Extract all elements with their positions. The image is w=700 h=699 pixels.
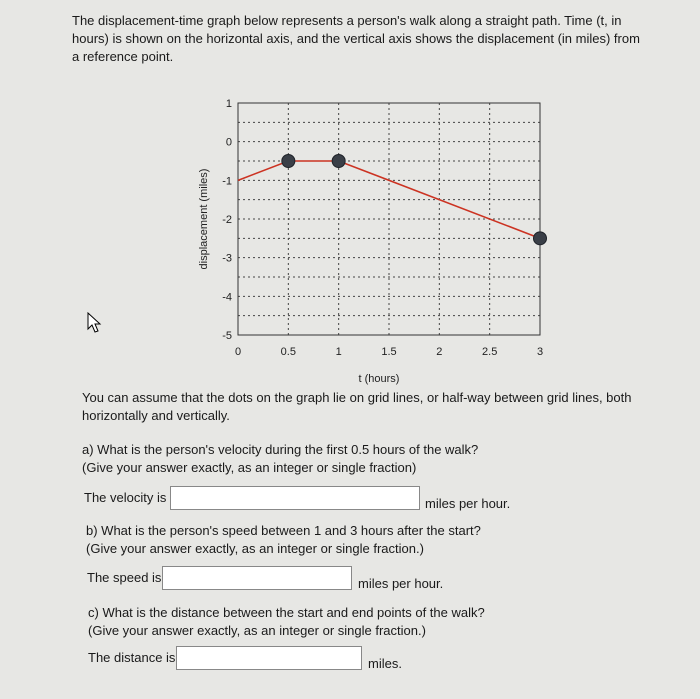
data-point	[332, 155, 345, 168]
question-b-line: (Give your answer exactly, as an integer or single fraction.)	[86, 541, 424, 556]
y-tick-label: -3	[222, 252, 232, 265]
distance-label: The distance is	[88, 650, 176, 665]
velocity-input[interactable]	[170, 486, 420, 510]
hint-line: horizontally and vertically.	[82, 408, 230, 423]
y-tick-label: 1	[225, 98, 232, 110]
x-tick-label: 1	[335, 346, 342, 358]
question-c-line: (Give your answer exactly, as an integer or single fraction.)	[88, 623, 426, 638]
hint-line: You can assume that the dots on the graph lie on grid lines, or half-way between grid lines, both	[82, 390, 632, 405]
data-point	[534, 232, 547, 245]
y-tick-label: -2	[222, 214, 232, 226]
distance-unit: miles.	[368, 656, 402, 671]
question-c	[88, 604, 648, 640]
x-tick-label: 0.5	[280, 346, 296, 358]
mouse-pointer-icon	[86, 312, 102, 334]
x-tick-label: 3	[536, 346, 544, 358]
question-a-line: a) What is the person's velocity during the first 0.5 hours of the walk?	[82, 442, 479, 457]
y-tick-label: -5	[222, 330, 232, 342]
speed-input[interactable]	[162, 566, 352, 590]
x-tick-label: 2	[436, 346, 443, 358]
x-tick-label: 1.5	[381, 346, 397, 358]
velocity-label: The velocity is	[84, 490, 167, 505]
y-tick-label: 0	[225, 136, 232, 149]
chart-grid	[238, 103, 540, 335]
speed-label: The speed is	[87, 570, 162, 585]
intro-line: hours) is shown on the horizontal axis, and the vertical axis shows the displacement (in miles) from	[72, 31, 640, 46]
x-tick-label: 0	[234, 346, 242, 358]
y-axis-label: displacement (miles)	[198, 168, 210, 270]
hint-text	[82, 389, 652, 425]
intro-line: The displacement-time graph below represents a person's walk along a straight path. Time (t, in	[72, 13, 622, 28]
x-axis-label: t (hours)	[358, 373, 400, 385]
intro-line: a reference point.	[72, 49, 174, 64]
question-c-line: c) What is the distance between the start and end points of the walk?	[88, 605, 485, 620]
velocity-unit: miles per hour.	[425, 496, 511, 511]
y-tick-label: -1	[222, 175, 232, 188]
speed-unit: miles per hour.	[358, 576, 444, 591]
question-b	[86, 522, 646, 558]
question-b-line: b) What is the person's speed between 1 and 3 hours after the start?	[86, 523, 481, 538]
data-point	[282, 155, 295, 168]
question-a	[82, 441, 642, 477]
x-tick-label: 2.5	[482, 346, 498, 358]
question-a-line: (Give your answer exactly, as an integer or single fraction)	[82, 460, 417, 475]
y-tick-label: -4	[222, 291, 232, 304]
distance-input[interactable]	[176, 646, 362, 670]
chart-ticks	[222, 98, 543, 358]
